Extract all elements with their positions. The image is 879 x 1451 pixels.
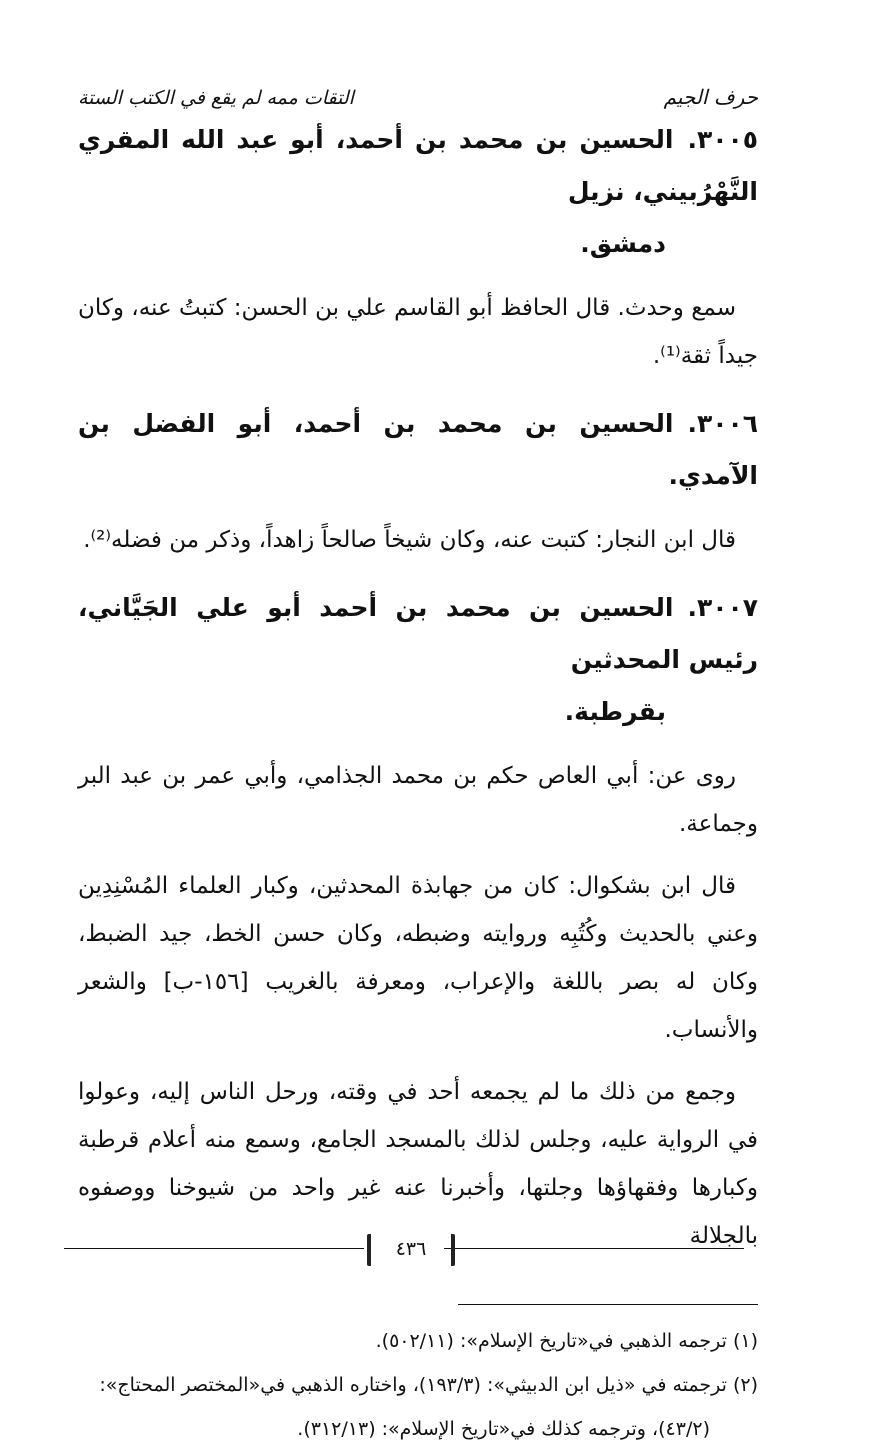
footer-rule-left (64, 1248, 364, 1249)
entry-title-text: الحسين بن محمد بن أحمد أبو علي الجَيَّاني، رئيس المحدثين (78, 593, 758, 674)
entry-number: ٣٠٠٥. (687, 125, 758, 154)
page-number: ٤٣٦ (367, 1234, 455, 1266)
entry-paragraph: روى عن: أبي العاص حكم بن محمد الجذامي، وأبي عمر بن عبد البر وجماعة. (78, 763, 758, 837)
footnote-2 (78, 1363, 758, 1451)
page-footer (64, 1232, 744, 1272)
entry-title-text: الحسين بن محمد بن أحمد، أبو الفضل بن الآمدي. (78, 409, 758, 490)
header-chapter: حرف الجيم (663, 85, 758, 109)
entry-paragraph: وجمع من ذلك ما لم يجمعه أحد في وقته، ورحل الناس إليه، وعولوا في الرواية عليه، وجلس لذلك بالمسجد الجامع، وسمع منه أعلام قرطبة وكبارها وفقهاؤها وجلتها، وأخبرنا عنه غير واحد من شيوخنا ووصفوه بالجلالة (78, 1079, 758, 1249)
entry-paragraph: قال ابن بشكوال: كان من جهابذة المحدثين، وكبار العلماء المُسْنِدِين وعني بالحديث وكُتُبِه وروايته وضبطه، وكان حسن الخط، جيد الضبط، وكان له بصر باللغة والإعراب، ومعرفة بالغريب [١٥٦-ب] والشعر والأنساب. (78, 873, 758, 1043)
entry-title (78, 582, 758, 686)
footnote-separator (458, 1304, 758, 1305)
entry-paragraph: قال ابن النجار: كتبت عنه، وكان شيخاً صالحاً زاهداً، وذكر من فضله⁽²⁾. (83, 527, 736, 553)
footnote-1 (78, 1319, 758, 1363)
entry-title-continuation: دمشق. (580, 229, 666, 258)
footnotes (78, 1319, 758, 1451)
running-header (78, 80, 758, 114)
entry-title (78, 398, 758, 502)
entry-number: ٣٠٠٧. (687, 593, 758, 622)
header-book-title: التقات ممه لم يقع في الكتب الستة (78, 87, 354, 109)
entry-title-continuation: بقرطبة. (564, 697, 666, 726)
footnote-text: (٢) ترجمته في «ذيل ابن الدبيثي»: (١٩٣/٣)، واختاره الذهبي في«المختصر المحتاج»: (99, 1374, 758, 1396)
footer-rule-right (444, 1248, 744, 1249)
footnote-text-continuation: (٤٣/٢)، وترجمه كذلك في«تاريخ الإسلام»: (٣١٢/١٣). (297, 1418, 710, 1440)
entry-paragraph: سمع وحدث. قال الحافظ أبو القاسم علي بن الحسن: كتبتُ عنه، وكان جيداً ثقة⁽¹⁾. (78, 295, 758, 369)
entry-number: ٣٠٠٦. (687, 409, 758, 438)
entry-title-text: الحسين بن محمد بن أحمد، أبو عبد الله المقري النَّهْرُبيني، نزيل (78, 125, 758, 206)
footnote-text: (١) ترجمه الذهبي في«تاريخ الإسلام»: (٥٠٢/١١). (375, 1330, 758, 1352)
entry-title (78, 114, 758, 218)
